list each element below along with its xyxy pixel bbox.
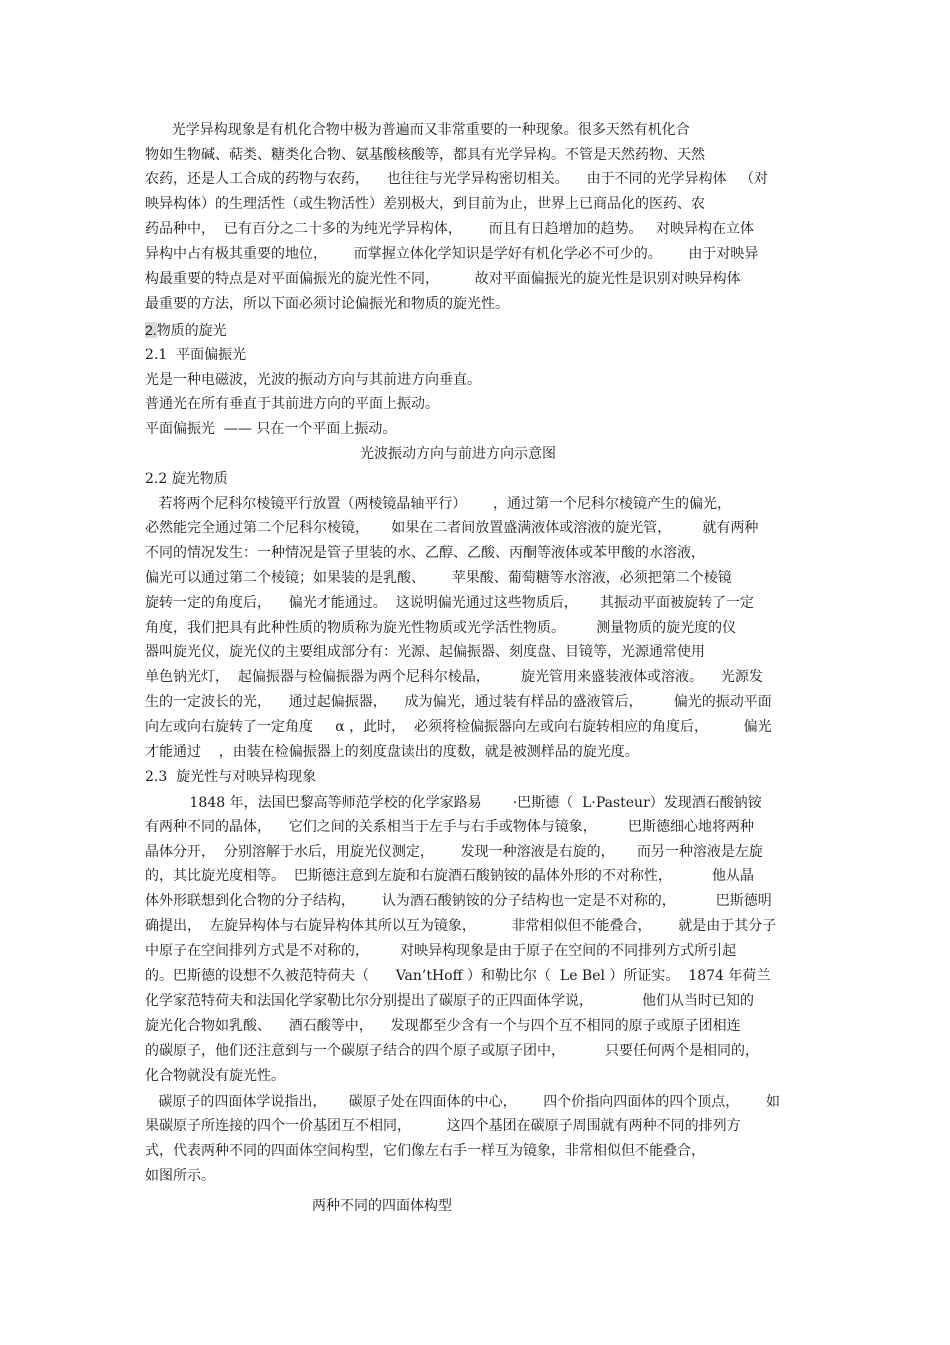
subsection-heading-2-3: 2.3 旋光性与对映异构现象 — [145, 769, 317, 785]
paragraph-line: 物如生物碱、萜类、糖类化合物、氨基酸核酸等，都具有光学异构。不管是天然药物、天然 — [145, 147, 705, 163]
paragraph-line: 晶体分开， 分别溶解于水后，用旋光仪测定， 发现一种溶液是右旋的， 而另一种溶液是左旋 — [145, 844, 763, 860]
paragraph-line: 平面偏振光 —— 只在一个平面上振动。 — [145, 421, 397, 437]
paragraph-line: 光是一种电磁波，光波的振动方向与其前进方向垂直。 — [145, 372, 481, 388]
paragraph-line: 才能通过 ，由装在检偏振器上的刻度盘读出的度数，就是被测样品的旋光度。 — [145, 744, 639, 760]
paragraph-line: 普通光在所有垂直于其前进方向的平面上振动。 — [145, 396, 439, 412]
paragraph-line: 偏光可以通过第二个棱镜；如果装的是乳酸、 苹果酸、葡萄糖等水溶液，必须把第二个棱镜 — [145, 570, 732, 586]
section-number: 2. — [145, 322, 157, 338]
section-title: 物质的旋光 — [156, 323, 227, 339]
paragraph-line: 单色钠光灯， 起偏振器与检偏振器为两个尼科尔棱晶， 旋光管用来盛装液体或溶液。 光源发 — [145, 669, 763, 685]
paragraph-line: 必然能完全通过第二个尼科尔棱镜， 如果在二者间放置盛满液体或溶液的旋光管， 就有两种 — [145, 520, 759, 536]
paragraph-line: 的碳原子，他们还注意到与一个碳原子结合的四个原子或原子团中， 只要任何两个是相同的， — [145, 1043, 760, 1059]
paragraph-line: 体外形联想到化合物的分子结构， 认为酒石酸钠铵的分子结构也一定是不对称的， 巴斯德明 — [145, 893, 772, 909]
paragraph-line: 1848 年，法国巴黎高等师范学校的化学家路易 ·巴斯德（ L·Pasteur）发现酒石酸钠铵 — [145, 795, 762, 811]
paragraph-line: 如图所示。 — [145, 1168, 215, 1184]
paragraph-line: 构最重要的特点是对平面偏振光的旋光性不同， 故对平面偏振光的旋光性是识别对映异构体 — [145, 271, 741, 287]
paragraph-line: 确提出， 左旋异构体与右旋异构体其所以互为镜象， 非常相似但不能叠合， 就是由于其分子 — [145, 918, 777, 934]
paragraph-line: 化学家范特荷夫和法国化学家勒比尔分别提出了碳原子的正四面体学说， 他们从当时已知的 — [145, 993, 754, 1009]
paragraph-line: 若将两个尼科尔棱镜平行放置（两棱镜晶轴平行） ，通过第一个尼科尔棱镜产生的偏光， — [145, 496, 732, 512]
paragraph-line: 的，其比旋光度相等。 巴斯德注意到左旋和右旋酒石酸钠铵的晶体外形的不对称性， 他从晶 — [145, 868, 754, 884]
paragraph-line: 器叫旋光仪，旋光仪的主要组成部分有：光源、起偏振器、刻度盘、目镜等，光源通常使用 — [145, 644, 705, 660]
paragraph-line: 果碳原子所连接的四个一价基团互不相同， 这四个基团在碳原子周围就有两种不同的排列方 — [145, 1118, 741, 1134]
paragraph-line: 的。巴斯德的设想不久被范特荷夫（ Van’tHoff ）和勒比尔（ Le Bel ）所证实。 1874 年荷兰 — [145, 968, 771, 984]
figure-caption: 光波振动方向与前进方向示意图 — [360, 446, 556, 462]
paragraph-line: 生的一定波长的光， 通过起偏振器， 成为偏光，通过装有样品的盛液管后， 偏光的振动平面 — [145, 694, 772, 710]
paragraph-line: 向左或向右旋转了一定角度 α ，此时， 必须将检偏振器向左或向右旋转相应的角度后， 偏光 — [145, 719, 772, 735]
subsection-heading-2-2: 2.2 旋光物质 — [145, 471, 228, 487]
paragraph-line: 最重要的方法，所以下面必须讨论偏振光和物质的旋光性。 — [145, 296, 509, 312]
section-heading-2 — [145, 320, 227, 340]
subsection-heading-2-1: 2.1 平面偏振光 — [145, 347, 247, 363]
paragraph-line: 式，代表两种不同的四面体空间构型，它们像左右手一样互为镜象，非常相似但不能叠合， — [145, 1143, 705, 1159]
figure-caption: 两种不同的四面体构型 — [312, 1198, 452, 1214]
paragraph-line: 化合物就没有旋光性。 — [145, 1068, 285, 1084]
paragraph-line: 异构中占有极其重要的地位， 而掌握立体化学知识是学好有机化学必不可少的。 由于对映异 — [145, 246, 759, 262]
paragraph-line: 农药，还是人工合成的药物与农药， 也往往与光学异构密切相关。 由于不同的光学异构体 （对 — [145, 171, 768, 187]
paragraph-line: 角度，我们把具有此种性质的物质称为旋光性物质或光学活性物质。 测量物质的旋光度的仪 — [145, 620, 737, 636]
paragraph-line: 旋转一定的角度后， 偏光才能通过。 这说明偏光通过这些物质后， 其振动平面被旋转了一定 — [145, 595, 754, 611]
paragraph-line: 中原子在空间排列方式是不对称的， 对映异构现象是由于原子在空间的不同排列方式所引起 — [145, 943, 737, 959]
paragraph-line: 旋光化合物如乳酸、 酒石酸等中， 发现都至少含有一个与四个互不相同的原子或原子团相连 — [145, 1018, 741, 1034]
paragraph-line: 药品种中， 已有百分之二十多的为纯光学异构体， 而且有日趋增加的趋势。 对映异构在立体 — [145, 221, 754, 237]
paragraph-line: 碳原子的四面体学说指出， 碳原子处在四面体的中心， 四个价指向四面体的四个顶点， 如 — [145, 1094, 781, 1110]
paragraph-line: 光学异构现象是有机化合物中极为普遍而又非常重要的一种现象。很多天然有机化合 — [145, 122, 690, 138]
paragraph-line: 映异构体）的生理活性（或生物活性）差别极大，到目前为止，世界上已商品化的医药、农 — [145, 196, 705, 212]
paragraph-line: 有两种不同的晶体， 它们之间的关系相当于左手与右手或物体与镜象， 巴斯德细心地将两种 — [145, 819, 754, 835]
paragraph-line: 不同的情况发生：一种情况是管子里装的水、乙醇、乙酸、丙酮等液体或苯甲酸的水溶液， — [145, 545, 705, 561]
